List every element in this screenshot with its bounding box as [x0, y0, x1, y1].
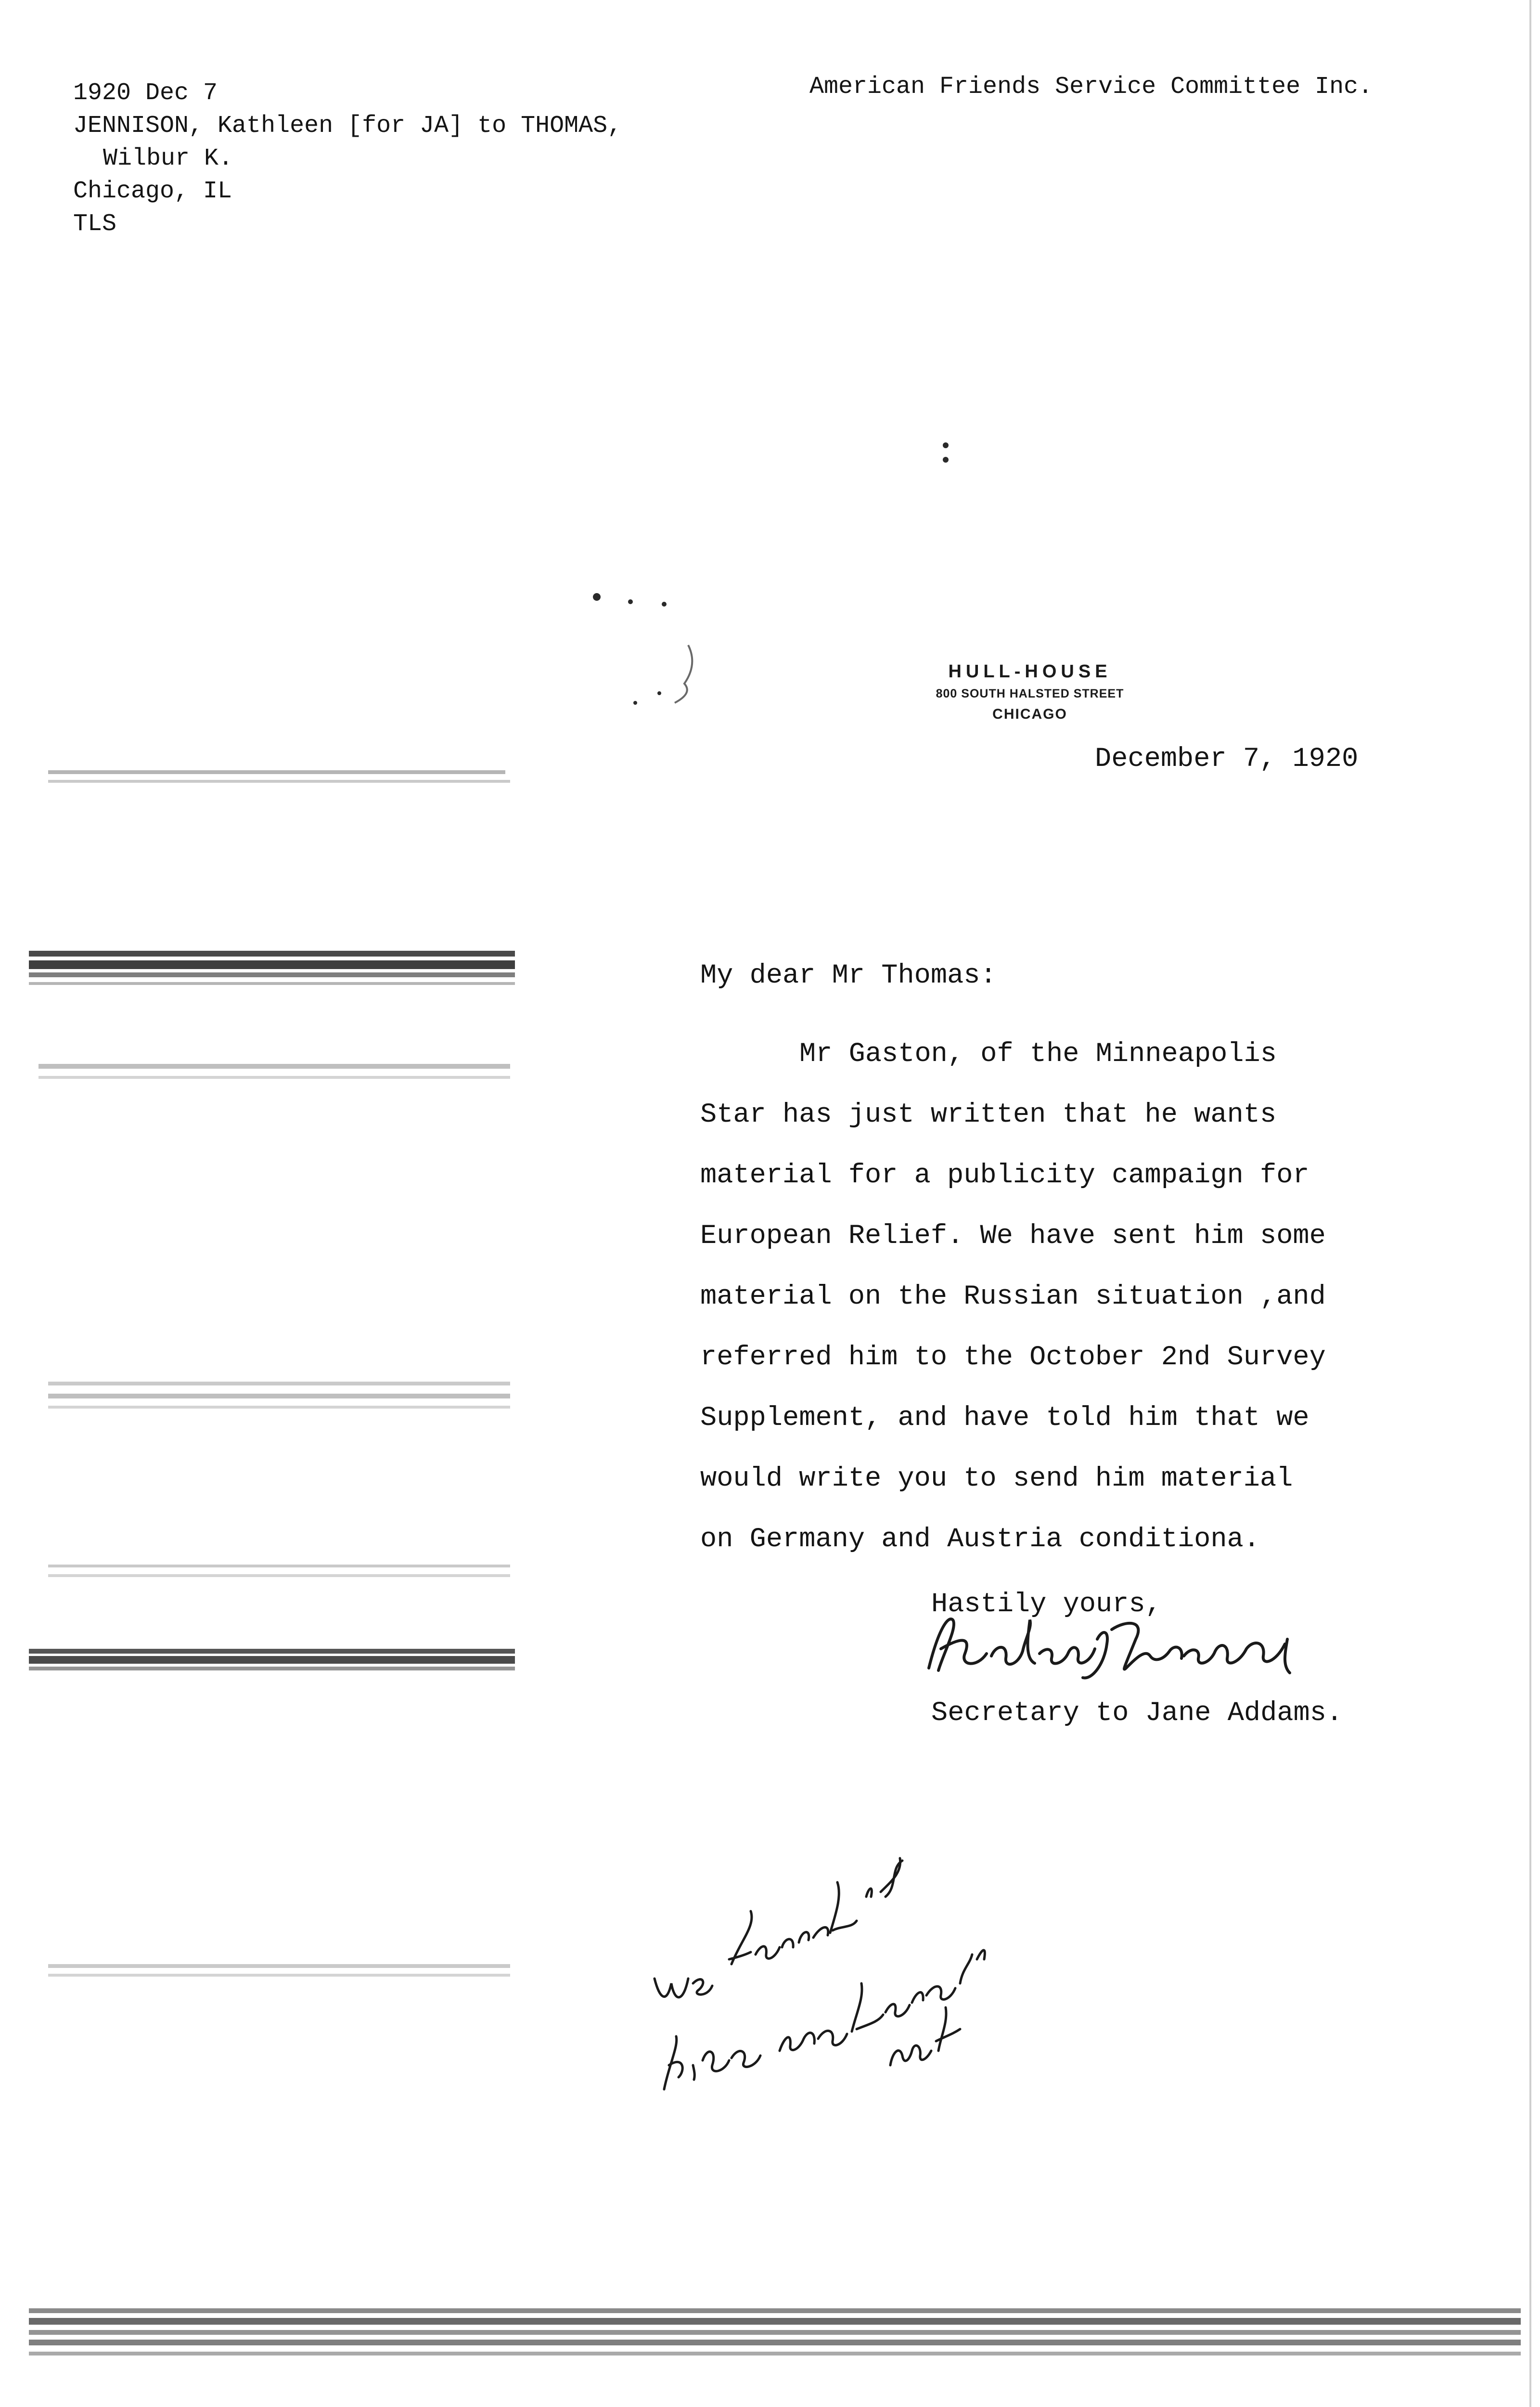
handwritten-annotation-icon: [640, 1839, 1025, 2109]
letter-content: [700, 960, 1326, 1570]
signature-icon: [919, 1610, 1295, 1682]
archival-date: 1920 Dec 7: [73, 79, 218, 107]
body-line: Supplement, and have told him that we: [700, 1403, 1309, 1434]
body-line: European Relief. We have sent him some: [700, 1221, 1326, 1252]
collection-name: American Friends Service Committee Inc.: [809, 73, 1373, 101]
letter-date: December 7, 1920: [1095, 744, 1359, 775]
signer-title: Secretary to Jane Addams.: [931, 1698, 1343, 1729]
letterhead: [905, 660, 1155, 725]
body-line: Star has just written that he wants: [700, 1100, 1277, 1130]
body-line: would write you to send him material: [700, 1463, 1293, 1494]
archival-header: [73, 77, 622, 241]
archival-correspondents: JENNISON, Kathleen [for JA] to THOMAS,: [73, 112, 622, 140]
letterhead-street: 800 SOUTH HALSTED STREET: [936, 687, 1124, 700]
letterhead-city: CHICAGO: [992, 706, 1067, 722]
body-line: referred him to the October 2nd Survey: [700, 1342, 1326, 1373]
body-line: material on the Russian situation ,and: [700, 1281, 1326, 1312]
body-line: Mr Gaston, of the Minneapolis: [799, 1039, 1277, 1070]
archival-recipient-name: Wilbur K.: [103, 145, 233, 172]
body-line: material for a publicity campaign for: [700, 1160, 1309, 1191]
letter-body: [700, 1024, 1326, 1570]
letterhead-name: HULL-HOUSE: [948, 661, 1112, 682]
closing: Hastily yours,: [931, 1589, 1162, 1620]
salutation: My dear Mr Thomas:: [700, 960, 997, 991]
body-line: on Germany and Austria conditiona.: [700, 1524, 1260, 1555]
archival-place: Chicago, IL: [73, 178, 232, 205]
archival-doc-type: TLS: [73, 210, 117, 238]
